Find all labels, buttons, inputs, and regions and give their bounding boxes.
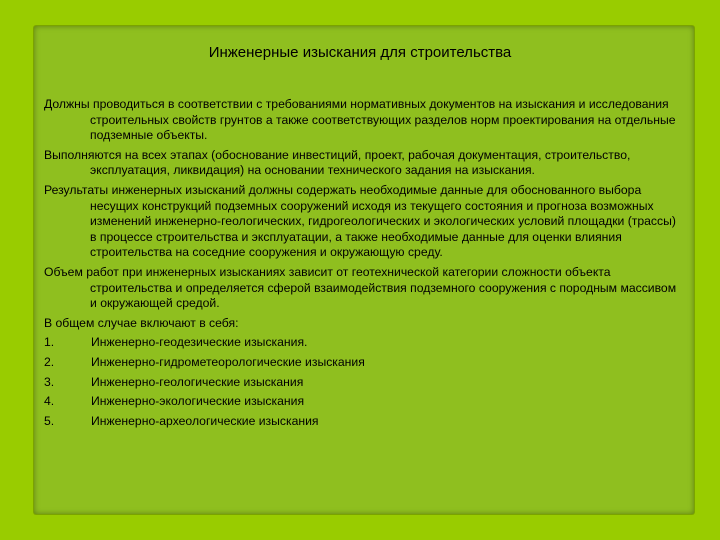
slide-title: Инженерные изыскания для строительства xyxy=(208,44,512,61)
slide-body xyxy=(44,97,684,433)
list-text: Инженерно-геодезические изыскания. xyxy=(91,335,308,350)
list-text: Инженерно-гидрометеорологические изыскания xyxy=(91,354,365,369)
paragraph-scope: Объем работ при инженерных изысканиях зависит от геотехнической категории сложности объекта строительства и определяется сферой взаимодействия подземного сооружения с породным массивом и окружающей средой. xyxy=(44,264,677,311)
list-number: 5. xyxy=(44,413,55,428)
list-item xyxy=(44,375,684,391)
paragraph-results: Результаты инженерных изысканий должны содержать необходимые данные для обоснованного выбора несущих конструкций подземных сооружений исходя из текущего состояния и прогноза возможных изменений инженерно-геологических, гидрогеологических и экологических условий площадки (трассы) в процессе строительства и эксплуатации, а также необходимые данные для оценки влияния строительства на соседние сооружения и окружающую среду. xyxy=(44,182,676,260)
list-number: 4. xyxy=(44,394,55,409)
list-item xyxy=(44,335,684,351)
list-number: 1. xyxy=(44,335,55,350)
paragraph-requirements: Должны проводиться в соответствии с требованиями нормативных документов на изыскания и исследования строительных свойств грунтов а также соответствующих разделов норм проектирования на отдельные подземные объекты. xyxy=(44,97,676,143)
list-text: Инженерно-геологические изыскания xyxy=(91,374,304,389)
list-number: 2. xyxy=(44,354,55,369)
paragraph-stages: Выполняются на всех этапах (обоснование инвестиций, проект, рабочая документация, строительство, эксплуатация, ликвидация) на основании технического задания на изыскания. xyxy=(44,147,631,178)
list-item xyxy=(44,355,684,371)
list-number: 3. xyxy=(44,374,55,389)
list-item xyxy=(44,414,684,430)
list-item xyxy=(44,394,684,410)
paragraph-list-intro: В общем случае включают в себя: xyxy=(44,315,239,330)
list-text: Инженерно-экологические изыскания xyxy=(91,394,305,409)
list-text: Инженерно-археологические изыскания xyxy=(91,413,319,428)
